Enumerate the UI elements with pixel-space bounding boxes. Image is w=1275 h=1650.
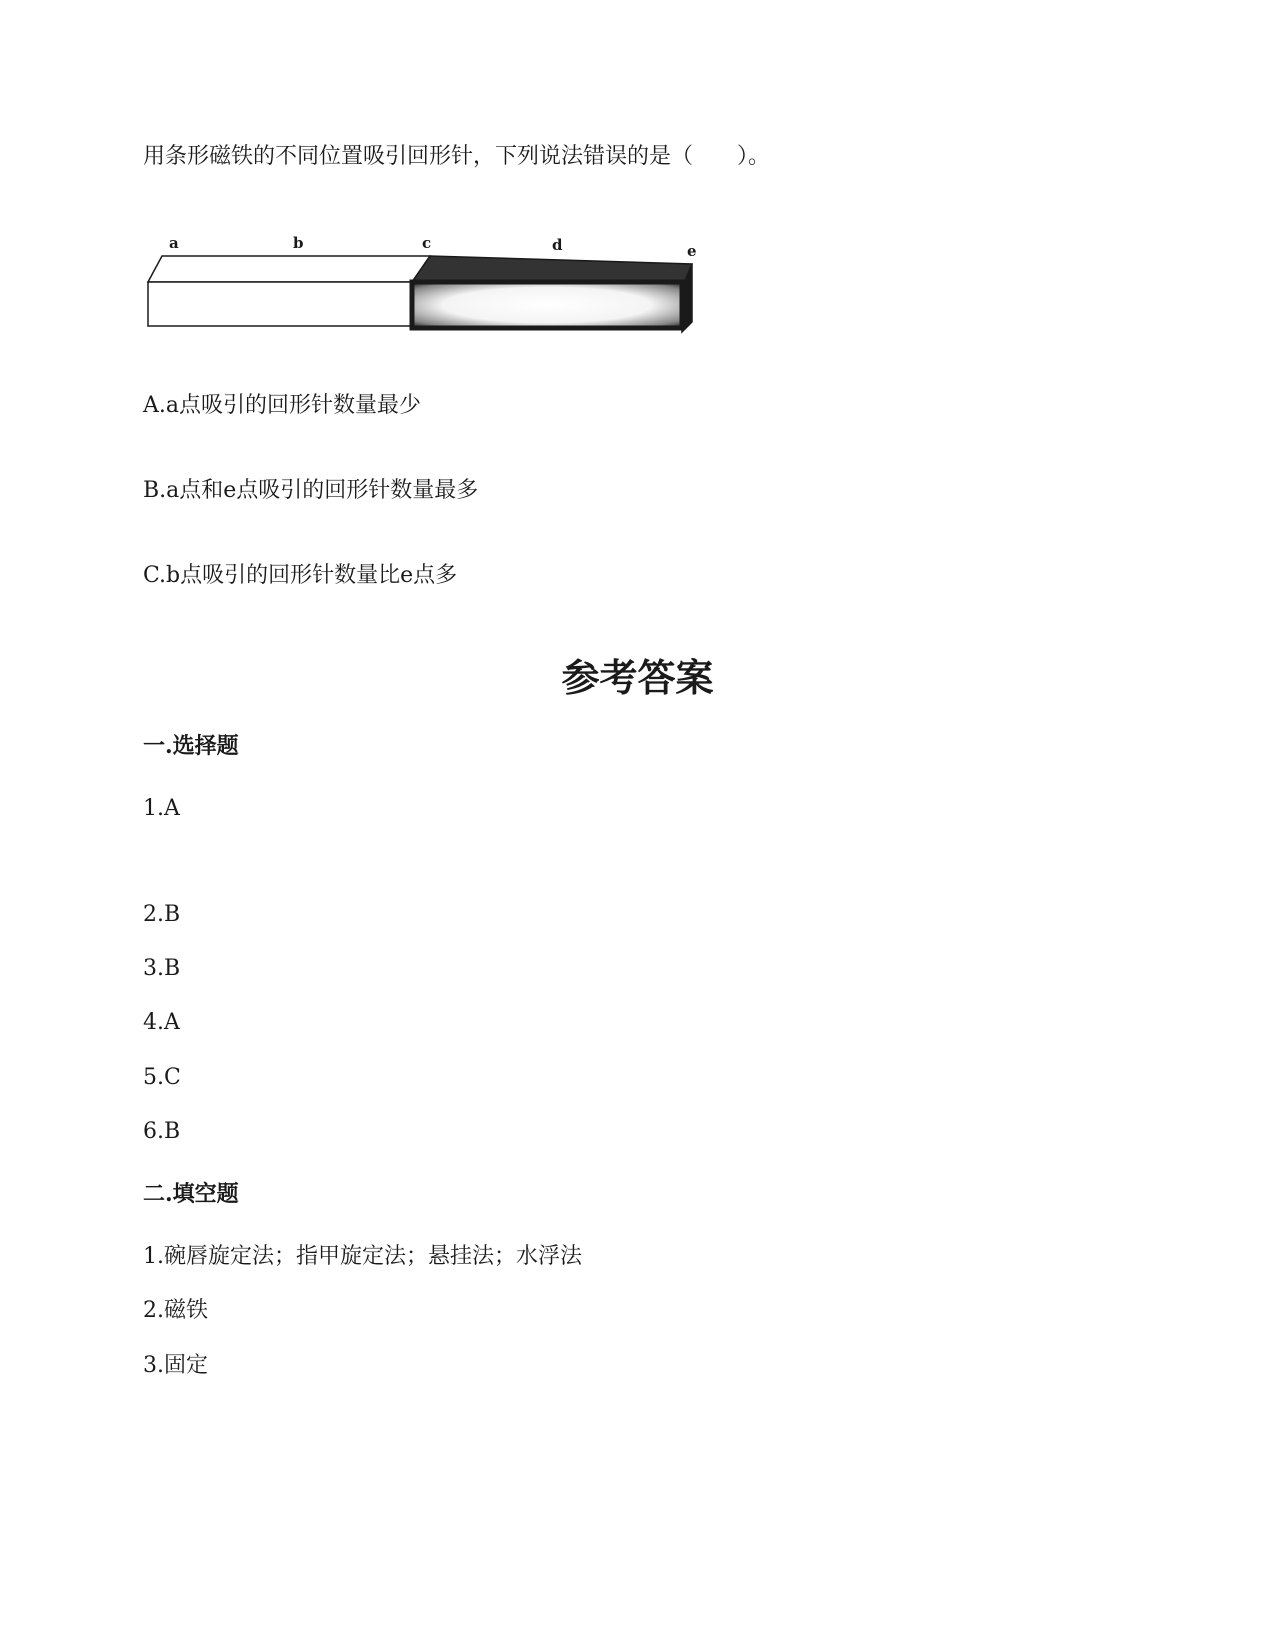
label-c: c	[422, 234, 432, 252]
choice-answer-1: 1.A	[143, 796, 180, 821]
question-stem: 用条形磁铁的不同位置吸引回形针，下列说法错误的是（ ）。	[143, 144, 771, 169]
magnet-dark-front-face	[412, 282, 682, 328]
magnet-white-front-face	[148, 282, 412, 326]
bar-magnet-figure	[140, 228, 710, 348]
label-e: e	[687, 242, 697, 260]
choice-answer-3: 3.B	[143, 956, 181, 981]
label-a: a	[169, 234, 179, 252]
answer-title: 参考答案	[561, 655, 714, 700]
section-fill-heading: 二.填空题	[143, 1181, 239, 1207]
option-c: C.b点吸引的回形针数量比e点多	[143, 563, 458, 588]
fill-answer-3: 3.固定	[143, 1353, 208, 1378]
choice-answer-6: 6.B	[143, 1119, 181, 1144]
choice-answer-2: 2.B	[143, 902, 181, 927]
choice-answer-4: 4.A	[143, 1010, 180, 1035]
fill-answer-1: 1.碗唇旋定法；指甲旋定法；悬挂法；水浮法	[143, 1244, 582, 1269]
option-a: A.a点吸引的回形针数量最少	[143, 393, 421, 418]
choice-answer-5: 5.C	[143, 1065, 181, 1090]
magnet-white-top-face	[148, 256, 430, 282]
label-b: b	[293, 234, 304, 252]
label-d: d	[552, 236, 563, 254]
section-choice-heading: 一.选择题	[143, 733, 239, 759]
option-b: B.a点和e点吸引的回形针数量最多	[143, 478, 479, 503]
fill-answer-2: 2.磁铁	[143, 1298, 208, 1323]
